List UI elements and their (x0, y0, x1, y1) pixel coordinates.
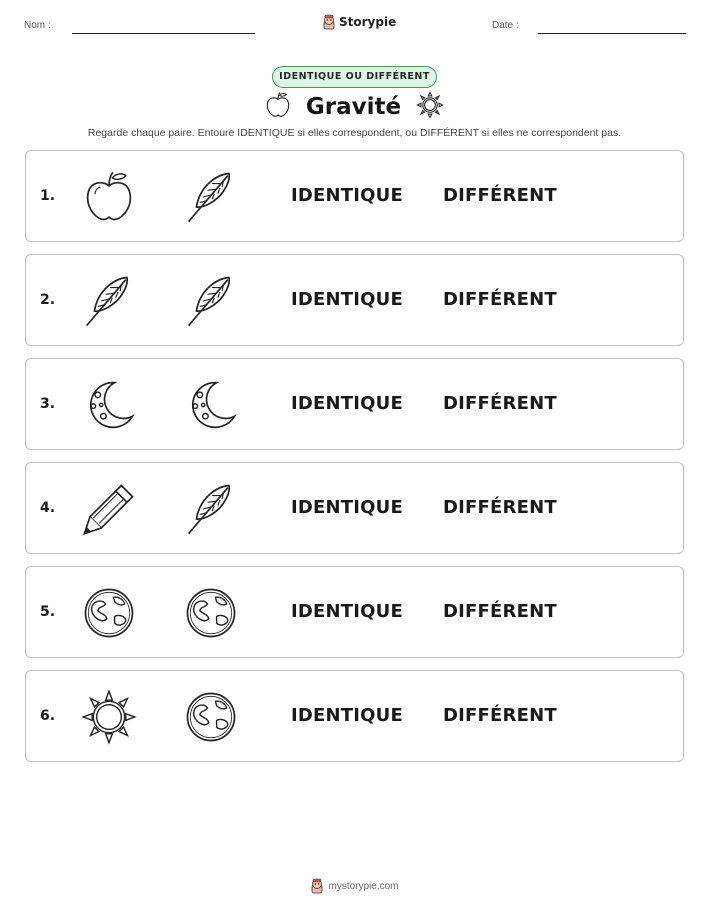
brand-logo (322, 14, 396, 30)
date-line[interactable] (538, 33, 686, 34)
different-option[interactable]: DIFFÉRENT (443, 705, 557, 726)
question-number: 2. (40, 292, 56, 308)
footer-url[interactable]: mystorypie.com (328, 880, 399, 892)
different-option[interactable]: DIFFÉRENT (443, 393, 557, 414)
brand-name: Storypie (339, 15, 397, 29)
pencil-icon (81, 481, 137, 537)
title-row (0, 90, 709, 124)
question-number: 6. (40, 708, 56, 724)
question-number: 5. (40, 604, 56, 620)
different-option[interactable]: DIFFÉRENT (443, 497, 557, 518)
question-number: 4. (40, 500, 56, 516)
sun-icon (81, 689, 137, 745)
question-row-6 (25, 670, 684, 762)
storypie-mascot-icon (322, 14, 336, 30)
question-row-4 (25, 462, 684, 554)
date-label: Date : (492, 20, 519, 31)
question-row-2 (25, 254, 684, 346)
question-row-5 (25, 566, 684, 658)
different-option[interactable]: DIFFÉRENT (443, 289, 557, 310)
earth-icon (183, 689, 239, 745)
identique-option[interactable]: IDENTIQUE (291, 393, 403, 414)
feather-icon (183, 481, 239, 537)
moon-icon (183, 377, 239, 433)
title-sun-icon (415, 90, 445, 124)
page-title: Gravité (305, 94, 402, 120)
identique-option[interactable]: IDENTIQUE (291, 289, 403, 310)
footer (0, 878, 709, 894)
storypie-mascot-icon (310, 878, 324, 894)
question-row-3 (25, 358, 684, 450)
instructions: Regarde chaque paire. Entoure IDENTIQUE si elles correspondent, ou DIFFÉRENT si elles ne correspondent pas. (87, 127, 622, 139)
apple-icon (81, 169, 137, 225)
identique-option[interactable]: IDENTIQUE (291, 497, 403, 518)
identique-option[interactable]: IDENTIQUE (291, 185, 403, 206)
earth-icon (183, 585, 239, 641)
feather-icon (81, 273, 137, 329)
different-option[interactable]: DIFFÉRENT (443, 185, 557, 206)
earth-icon (81, 585, 137, 641)
moon-icon (81, 377, 137, 433)
title-apple-icon (264, 90, 292, 124)
name-line[interactable] (72, 33, 255, 34)
identique-option[interactable]: IDENTIQUE (291, 705, 403, 726)
worksheet-type-badge: IDENTIQUE OU DIFFÉRENT (272, 66, 437, 88)
feather-icon (183, 273, 239, 329)
different-option[interactable]: DIFFÉRENT (443, 601, 557, 622)
question-row-1 (25, 150, 684, 242)
question-number: 3. (40, 396, 56, 412)
name-label: Nom : (24, 20, 51, 31)
question-number: 1. (40, 188, 56, 204)
identique-option[interactable]: IDENTIQUE (291, 601, 403, 622)
feather-icon (183, 169, 239, 225)
